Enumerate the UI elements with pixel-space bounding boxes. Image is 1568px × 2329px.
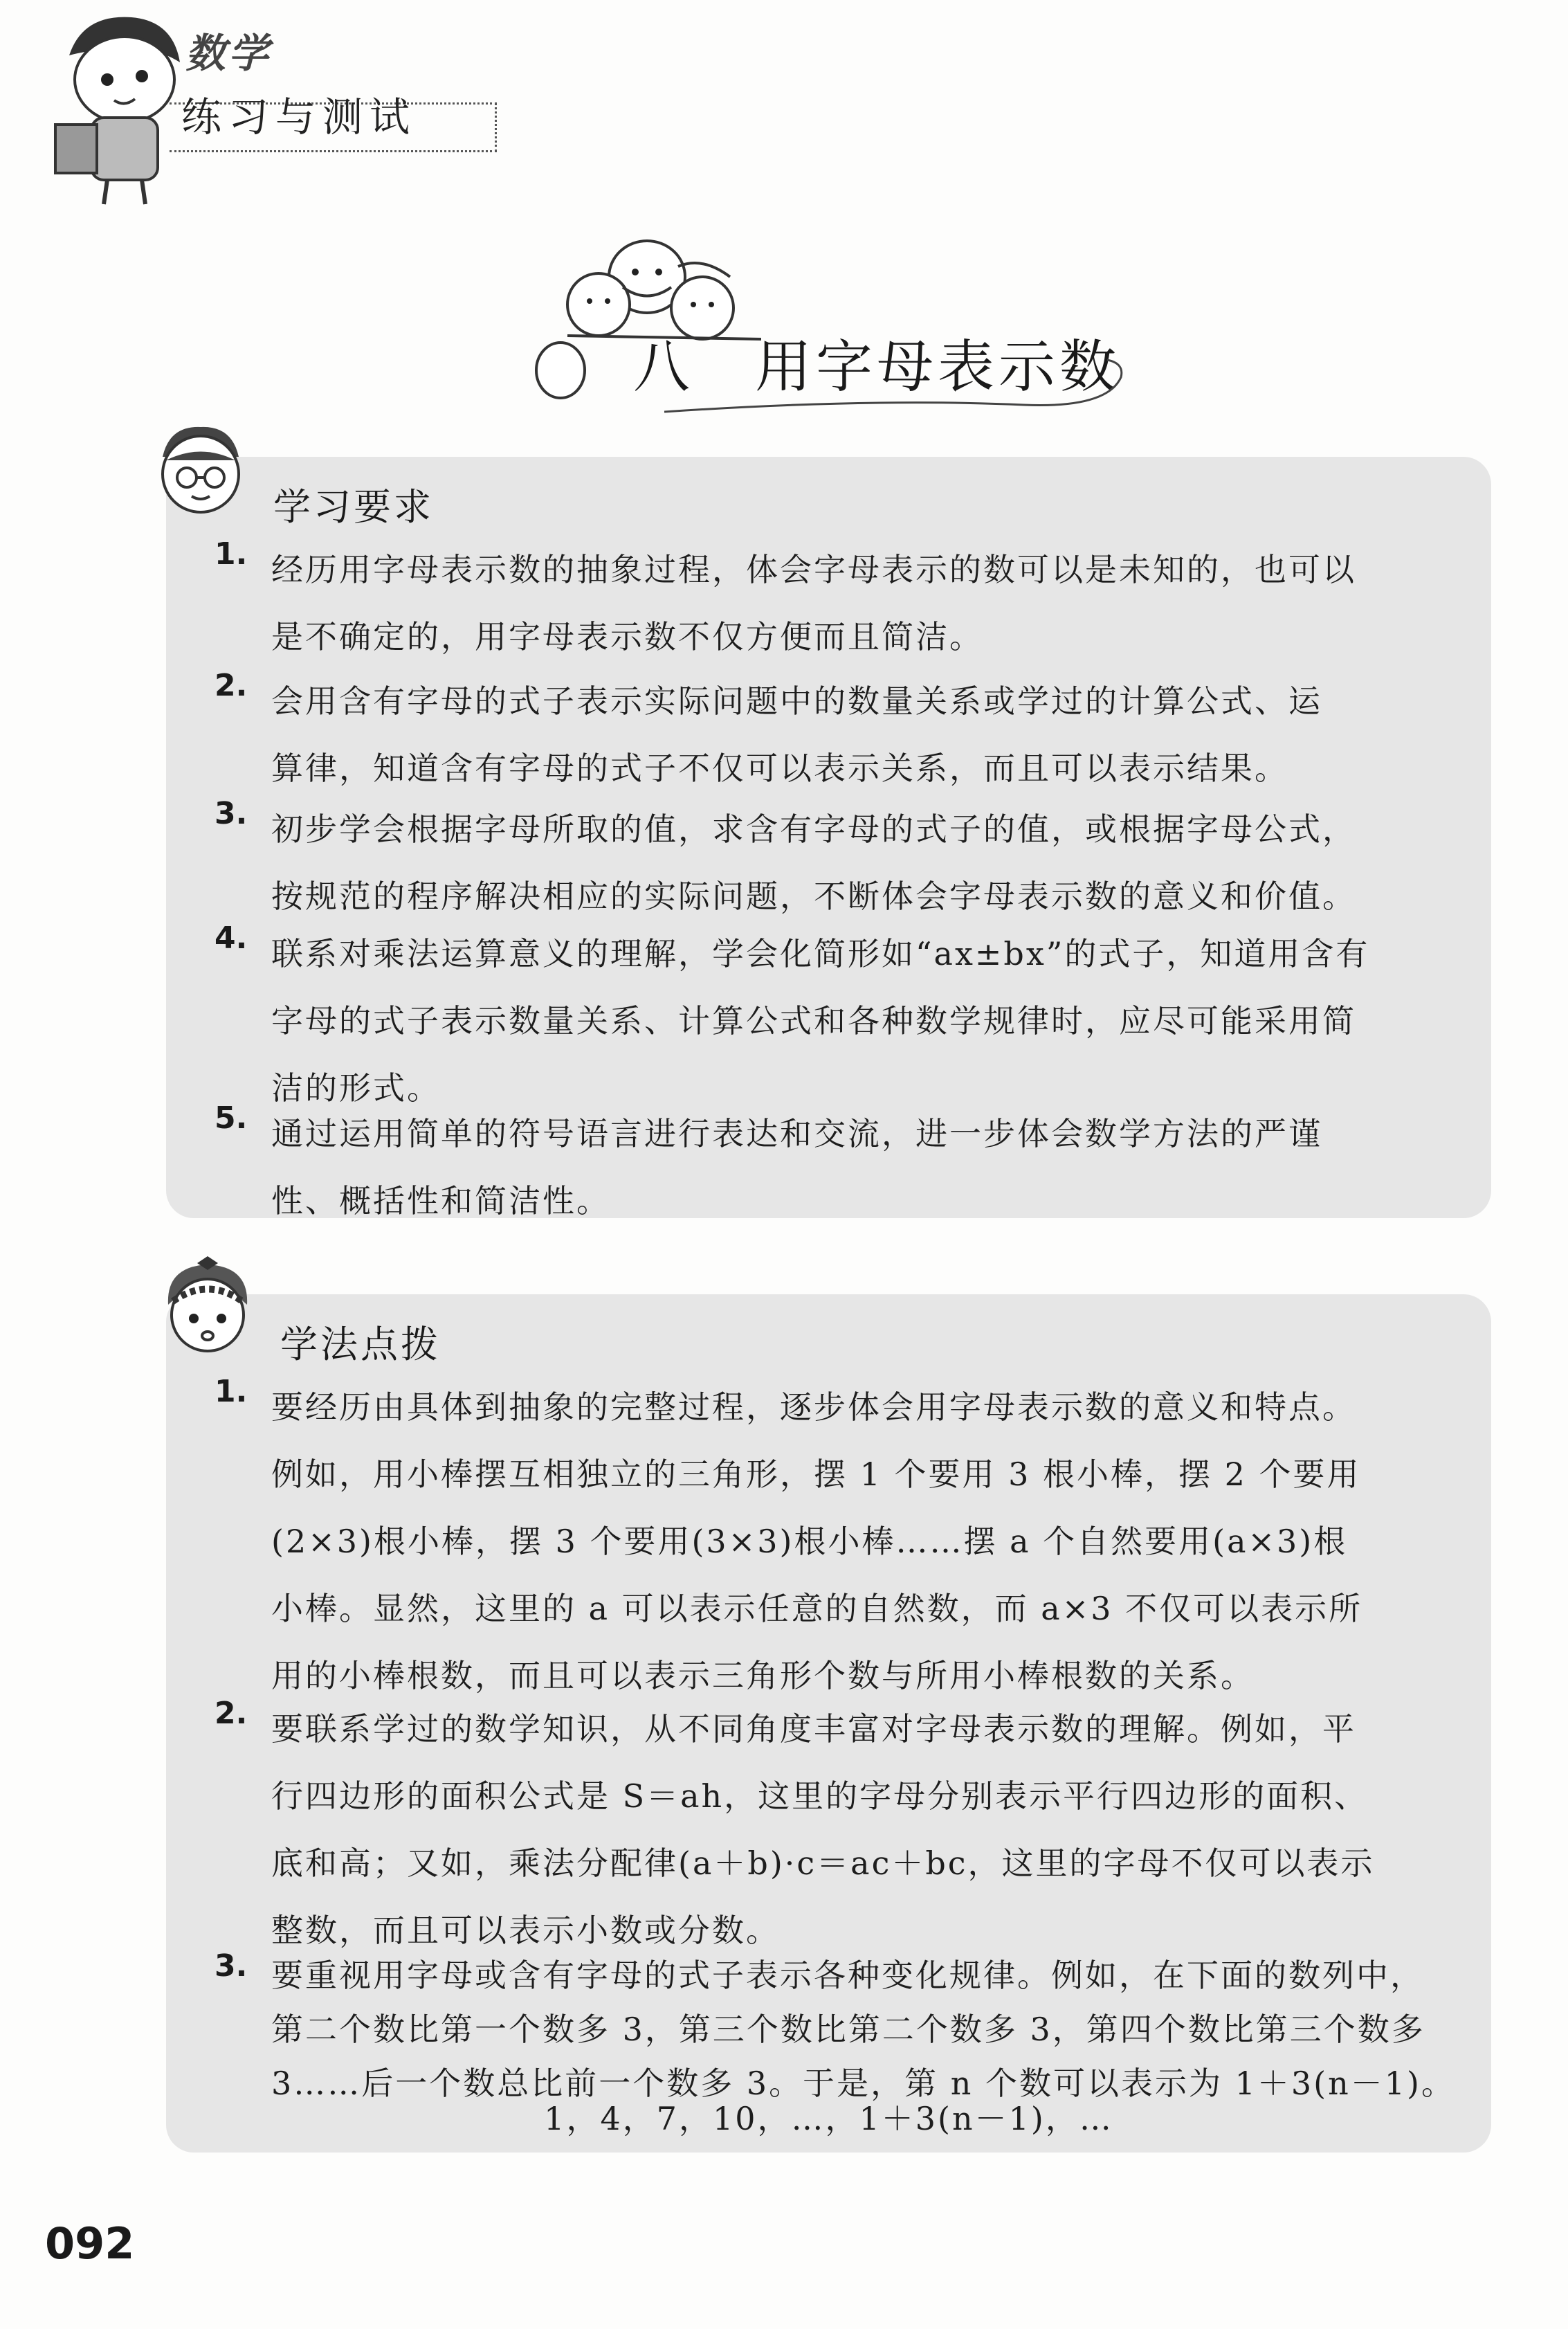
requirement-item-1	[215, 536, 1460, 671]
tip-item-1	[215, 1374, 1460, 1710]
series-subject: 数学	[185, 30, 272, 77]
requirement-item-4	[215, 921, 1460, 1122]
item-number: 2.	[215, 1696, 248, 1731]
requirement-item-2	[215, 668, 1460, 802]
item-number: 3.	[215, 1948, 248, 1984]
study-tips-heading: 学法点拨	[280, 1323, 441, 1366]
item-number: 2.	[215, 668, 248, 703]
item-line: 要经历由具体到抽象的完整过程，逐步体会用字母表示数的意义和特点。	[271, 1388, 1356, 1426]
item-line: 经历用字母表示数的抽象过程，体会字母表示的数可以是未知的，也可以	[271, 551, 1356, 588]
item-line: 算律，知道含有字母的式子不仅可以表示关系，而且可以表示结果。	[271, 750, 1288, 787]
tip-item-3	[215, 1948, 1460, 2110]
page-number: 092	[45, 2218, 135, 2269]
item-line: 小棒。显然，这里的 a 可以表示任意的自然数，而 a×3 不仅可以表示所	[271, 1590, 1363, 1627]
item-line: 洁的形式。	[271, 1069, 441, 1107]
item-number: 3.	[215, 796, 248, 831]
item-line: 要重视用字母或含有字母的式子表示各种变化规律。例如，在下面的数列中，	[271, 1957, 1424, 1994]
item-line: 例如，用小棒摆互相独立的三角形，摆 1 个要用 3 根小棒，摆 2 个要用	[271, 1456, 1361, 1493]
learning-requirements-heading: 学习要求	[273, 485, 434, 529]
item-line: 按规范的程序解决相应的实际问题，不断体会字母表示数的意义和价值。	[271, 878, 1356, 915]
item-line: 是不确定的，用字母表示数不仅方便而且简洁。	[271, 618, 983, 655]
requirement-item-3	[215, 796, 1460, 930]
requirement-item-5	[215, 1100, 1460, 1235]
title-underline-decoration	[664, 350, 1149, 433]
item-line: 字母的式子表示数量关系、计算公式和各种数学规律时，应尽可能采用简	[271, 1002, 1356, 1040]
item-number: 1.	[215, 1374, 248, 1409]
item-number: 1.	[215, 536, 248, 572]
item-line: 联系对乘法运算意义的理解，学会化简形如“ax±bx”的式子，知道用含有	[271, 935, 1370, 972]
item-line: 初步学会根据字母所取的值，求含有字母的式子的值，或根据字母公式，	[271, 810, 1356, 848]
item-line: 要联系学过的数学知识，从不同角度丰富对字母表示数的理解。例如，平	[271, 1710, 1356, 1748]
student-glasses-icon	[149, 419, 253, 523]
chapter-title: 八 用字母表示数	[633, 334, 1121, 400]
item-line: (2×3)根小棒，摆 3 个要用(3×3)根小棒……摆 a 个自然要用(a×3)根	[271, 1523, 1348, 1560]
series-title: 练习与测试	[181, 93, 417, 141]
tip-item-2	[215, 1696, 1460, 1964]
item-line: 会用含有字母的式子表示实际问题中的数量关系或学过的计算公式、运	[271, 682, 1322, 720]
item-number: 5.	[215, 1100, 248, 1136]
item-line: 底和高；又如，乘法分配律(a＋b)·c＝ac＋bc，这里的字母不仅可以表示	[271, 1845, 1375, 1882]
item-line: 第二个数比第一个数多 3，第三个数比第二个数多 3，第四个数比第三个数多	[271, 2011, 1425, 2048]
item-line: 通过运用简单的符号语言进行表达和交流，进一步体会数学方法的严谨	[271, 1115, 1322, 1152]
item-line: 用的小棒根数，而且可以表示三角形个数与所用小棒根数的关系。	[271, 1657, 1255, 1694]
item-number: 4.	[215, 921, 248, 956]
item-line: 行四边形的面积公式是 S＝ah，这里的字母分别表示平行四边形的面积、	[271, 1777, 1369, 1815]
sequence-formula: 1，4，7，10，…，1＋3(n－1)，…	[544, 2100, 1113, 2137]
student-girl-icon	[156, 1256, 259, 1360]
item-line: 性、概括性和简洁性。	[271, 1182, 610, 1220]
item-line: 3……后一个数总比前一个数多 3。于是，第 n 个数可以表示为 1＋3(n－1)。	[271, 2065, 1455, 2102]
item-line: 整数，而且可以表示小数或分数。	[271, 1912, 780, 1949]
